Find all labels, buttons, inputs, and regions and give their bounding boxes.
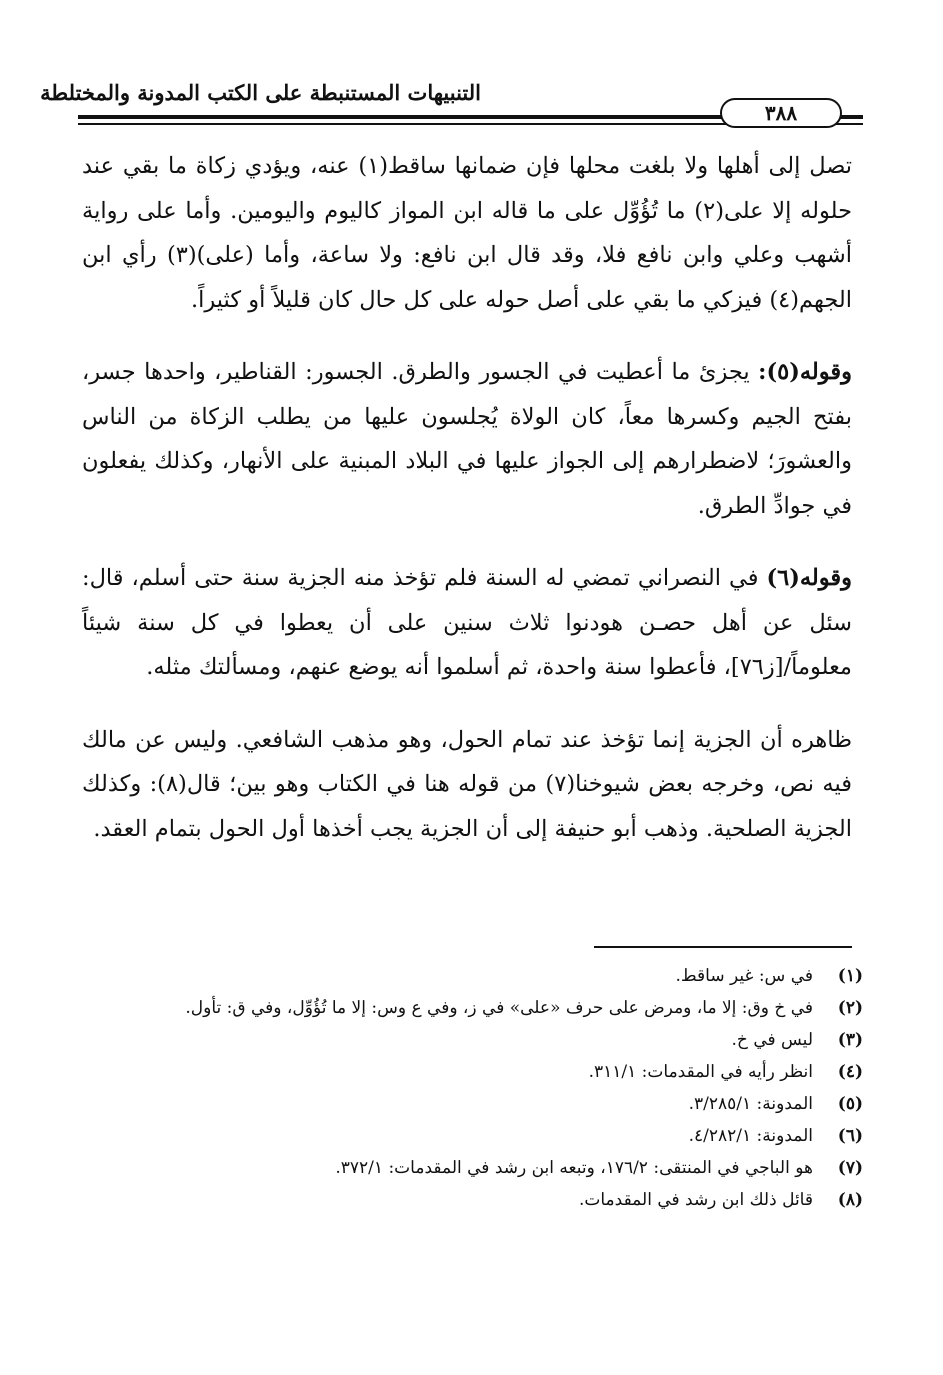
footnote-text: المدونة: ٣/٢٨٥/١. bbox=[688, 1094, 813, 1114]
paragraph-2 bbox=[82, 350, 852, 528]
paragraph-gap bbox=[82, 528, 852, 556]
paragraph-2-text: يجزئ ما أعطيت في الجسور والطرق. الجسور: القناطير، واحدها جسر، بفتح الجيم وكسرها معاً، كان الولاة يُجلسون عليها من يطلب الزكاة من الناس والعشورَ؛ لاضطرارهم إلى الجواز عليها في البلاد المبنية على الأنهار، وكذلك يفعلون في جوادِّ الطرق. bbox=[82, 359, 852, 519]
footnote-number: (٦) bbox=[837, 1126, 863, 1146]
footnote-text: ليس في خ. bbox=[731, 1030, 813, 1050]
footnote-text: انظر رأيه في المقدمات: ٣١١/١. bbox=[588, 1062, 813, 1082]
page-number: ٣٨٨ bbox=[720, 98, 842, 128]
paragraph-1: تصل إلى أهلها ولا بلغت محلها فإن ضمانها ساقط(١) عنه، ويؤدي زكاة ما بقي عند حلوله إلا على(٢) ما تُؤُوِّل على ما قاله ابن المواز كاليوم واليومين. وأما على رواية أشهب وعلي وابن نافع فلا، وقد قال ابن نافع: ولا ساعة، وأما (على)(٣) رأي ابن الجهم(٤) فيزكي ما بقي على أصل حوله على كل حال كان قليلاً أو كثيراً. bbox=[82, 153, 853, 313]
footnote-text: هو الباجي في المنتقى: ١٧٦/٢، وتبعه ابن رشد في المقدمات: ٣٧٢/١. bbox=[335, 1158, 813, 1178]
footnote-text: قائل ذلك ابن رشد في المقدمات. bbox=[578, 1190, 813, 1210]
footnote-text: المدونة: ٤/٢٨٢/١. bbox=[688, 1126, 813, 1146]
footnote-item bbox=[83, 1184, 863, 1216]
footnote-item bbox=[83, 1088, 863, 1120]
paragraph-2-lead: وقوله(٥): bbox=[758, 359, 852, 385]
footnote-item bbox=[83, 1024, 863, 1056]
footnote-item bbox=[83, 992, 863, 1024]
footnote-item bbox=[83, 1152, 863, 1184]
footnote-text: في خ وق: إلا ما، ومرض على حرف «على» في ز، وفي ع وس: إلا ما تُؤُوِّل، وفي ق: تأول. bbox=[185, 998, 813, 1018]
footnote-number: (٥) bbox=[837, 1094, 863, 1114]
footnote-item bbox=[83, 1120, 863, 1152]
footnote-separator bbox=[594, 946, 852, 948]
running-title: التنبيهات المستنبطة على الكتب المدونة والمختلطة bbox=[40, 80, 481, 105]
footnote-number: (٤) bbox=[837, 1062, 863, 1082]
footnote-item bbox=[83, 960, 863, 992]
paragraph-3-text: في النصراني تمضي له السنة فلم تؤخذ منه الجزية سنة حتى أسلم، قال: سئل عن أهل حصـن هودنوا ثلاث سنين على أن يعطوا في كل سنة شيئاً معلوماً/[ز٧٦]، فأعطوا سنة واحدة، ثم أسلموا أنه يوضع عنهم، ومسألتك مثله. bbox=[82, 565, 852, 680]
footnote-number: (٢) bbox=[837, 998, 863, 1018]
footnote-item bbox=[83, 1056, 863, 1088]
footnotes-list bbox=[83, 960, 863, 1216]
paragraph-4: ظاهره أن الجزية إنما تؤخذ عند تمام الحول، وهو مذهب الشافعي. وليس عن مالك فيه نص، وخرجه بعض شيوخنا(٧) من قوله هنا في الكتاب وهو بين؛ قال(٨): وكذلك الجزية الصلحية. وذهب أبو حنيفة إلى أن الجزية يجب أخذها أول الحول بتمام العقد. bbox=[82, 726, 852, 842]
footnote-number: (٣) bbox=[837, 1030, 863, 1050]
footnote-number: (٨) bbox=[837, 1190, 863, 1210]
paragraph-3 bbox=[82, 556, 852, 690]
footnote-text: في س: غير ساقط. bbox=[675, 966, 813, 986]
footnote-number: (٧) bbox=[837, 1158, 863, 1178]
paragraph-gap bbox=[82, 690, 852, 718]
body-text bbox=[82, 144, 852, 851]
paragraph-3-lead: وقوله(٦) bbox=[766, 565, 853, 591]
footnote-number: (١) bbox=[837, 966, 863, 986]
paragraph-gap bbox=[82, 322, 852, 350]
